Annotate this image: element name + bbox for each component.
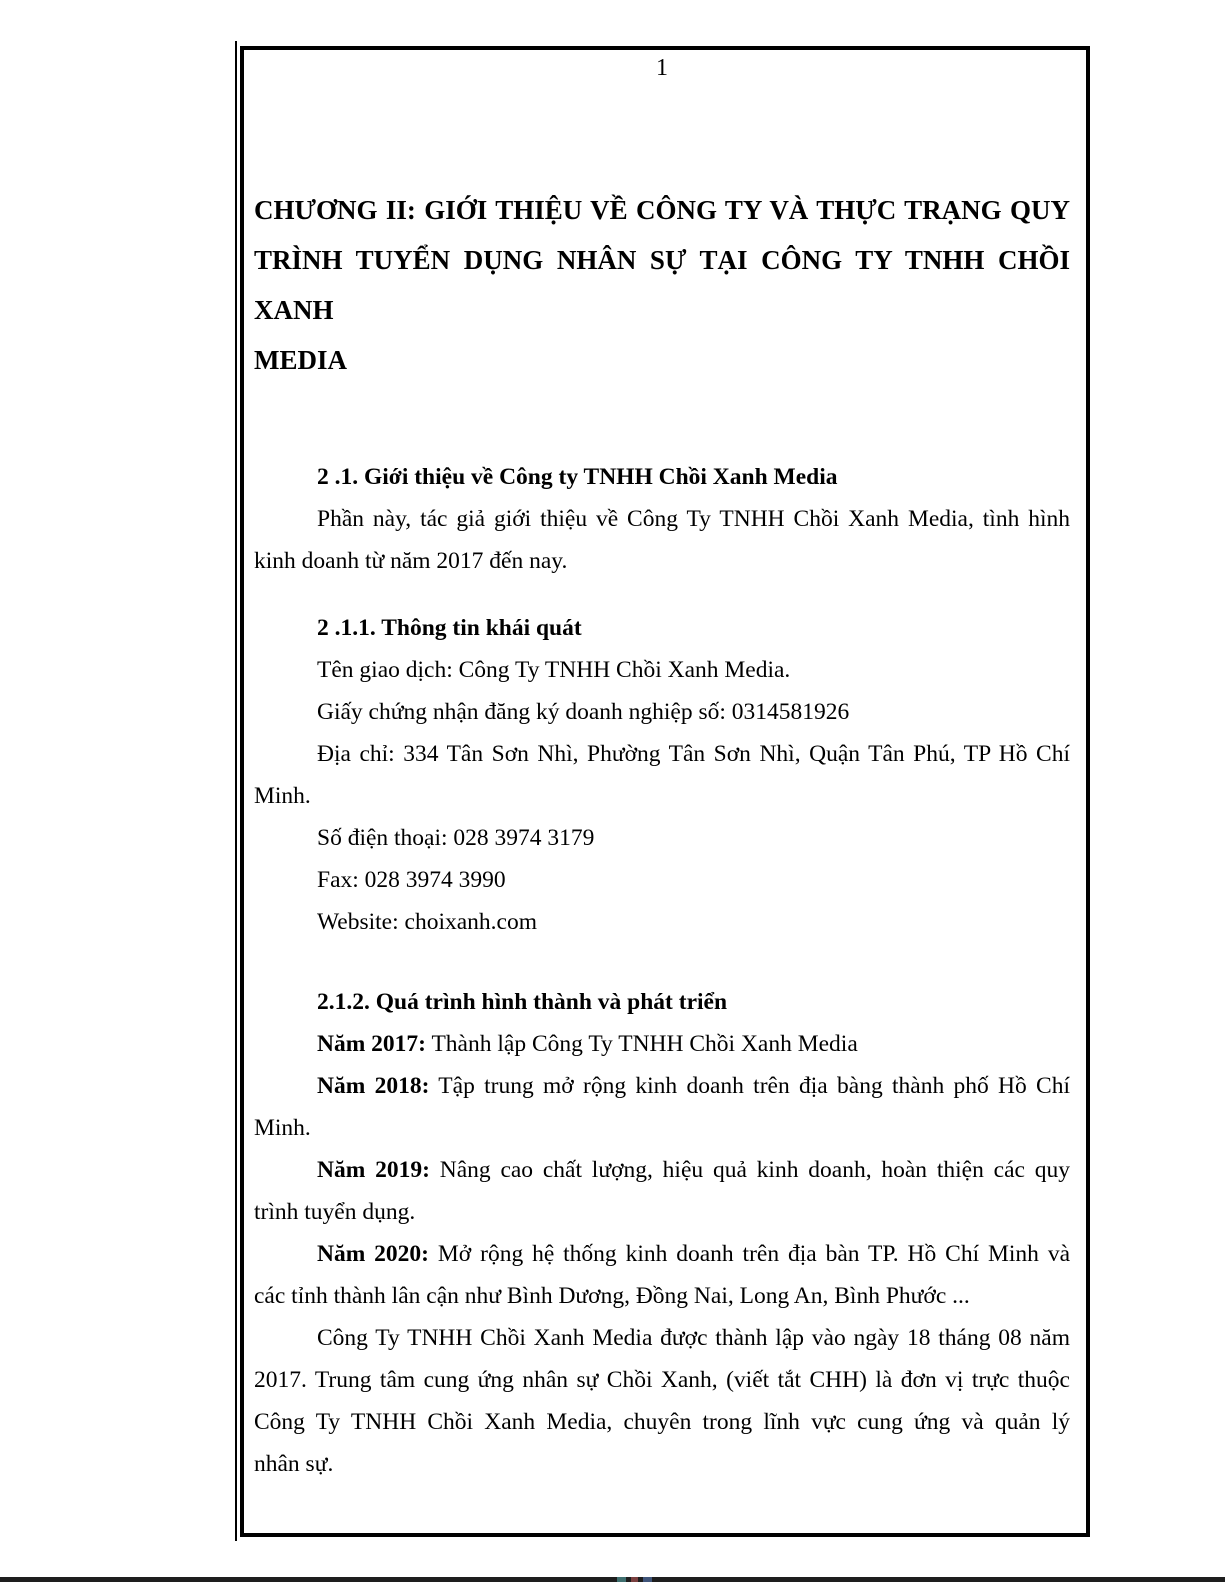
page-number: 1 xyxy=(656,55,668,81)
text-line: kinh doanh từ năm 2017 đến nay. xyxy=(254,548,568,574)
text-line: Công Ty TNHH Chồi Xanh Media, chuyên trong lĩnh vực cung ứng và quản lý xyxy=(254,1409,1070,1435)
text-line: Phần này, tác giả giới thiệu về Công Ty TNHH Chồi Xanh Media, tình hình xyxy=(317,506,1070,532)
text-line: 2017. Trung tâm cung ứng nhân sự Chồi Xanh, (viết tắt CHH) là đơn vị trực thuộc xyxy=(254,1367,1070,1393)
text-line xyxy=(254,1023,1070,1065)
bold-run: Năm 2020: xyxy=(317,1241,430,1267)
section-heading: 2.1.2. Quá trình hình thành và phát triển xyxy=(317,989,728,1015)
text-line: các tỉnh thành lân cận như Bình Dương, Đồng Nai, Long An, Bình Phước ... xyxy=(254,1283,970,1309)
text-line: Địa chỉ: 334 Tân Sơn Nhì, Phường Tân Sơn Nhì, Quận Tân Phú, TP Hồ Chí xyxy=(317,741,1070,767)
text-line xyxy=(254,1233,1070,1275)
text-run: Tập trung mở rộng kinh doanh trên địa bàng thành phố Hồ Chí xyxy=(429,1073,1071,1099)
text-line: Tên giao dịch: Công Ty TNHH Chồi Xanh Media. xyxy=(317,657,791,683)
text-line: Minh. xyxy=(254,1115,311,1141)
section-heading: 2 .1. Giới thiệu về Công ty TNHH Chồi Xanh Media xyxy=(317,464,838,490)
text-line: Công Ty TNHH Chồi Xanh Media được thành lập vào ngày 18 tháng 08 năm xyxy=(317,1325,1070,1351)
bold-run: Năm 2018: xyxy=(317,1073,430,1099)
page-border-outer-line xyxy=(235,41,237,1541)
text-line: Số điện thoại: 028 3974 3179 xyxy=(317,825,595,851)
chapter-title-line: TRÌNH TUYỂN DỤNG NHÂN SỰ TẠI CÔNG TY TNHH CHỒI XANH xyxy=(254,245,1070,325)
page-content xyxy=(254,47,1070,1485)
text-line: Giấy chứng nhận đăng ký doanh nghiệp số: 0314581926 xyxy=(317,699,850,725)
text-line xyxy=(254,1149,1070,1191)
text-line: Fax: 028 3974 3990 xyxy=(317,867,506,893)
chapter-title xyxy=(254,185,1070,385)
bottom-bar xyxy=(0,1577,1225,1582)
text-line xyxy=(254,1065,1070,1107)
text-run: Mở rộng hệ thống kinh doanh trên địa bàn TP. Hồ Chí Minh và xyxy=(429,1241,1070,1267)
document-body xyxy=(254,456,1070,1485)
text-line: Minh. xyxy=(254,783,311,809)
bold-run: Năm 2017: xyxy=(317,1031,426,1057)
text-run: Nâng cao chất lượng, hiệu quả kinh doanh, hoàn thiện các quy xyxy=(429,1157,1071,1183)
text-line: nhân sự. xyxy=(254,1451,334,1477)
text-run: Thành lập Công Ty TNHH Chồi Xanh Media xyxy=(426,1031,858,1057)
page-break-mark xyxy=(617,1577,626,1582)
chapter-title-line: CHƯƠNG II: GIỚI THIỆU VỀ CÔNG TY VÀ THỰC TRẠNG QUY xyxy=(254,195,1070,225)
page-break-mark xyxy=(631,1577,638,1582)
bold-run: Năm 2019: xyxy=(317,1157,430,1183)
chapter-title-line: MEDIA xyxy=(254,345,347,375)
text-line: Website: choixanh.com xyxy=(317,909,537,935)
text-line: trình tuyển dụng. xyxy=(254,1199,416,1225)
section-heading: 2 .1.1. Thông tin khái quát xyxy=(317,615,582,641)
page-break-mark xyxy=(643,1577,652,1582)
